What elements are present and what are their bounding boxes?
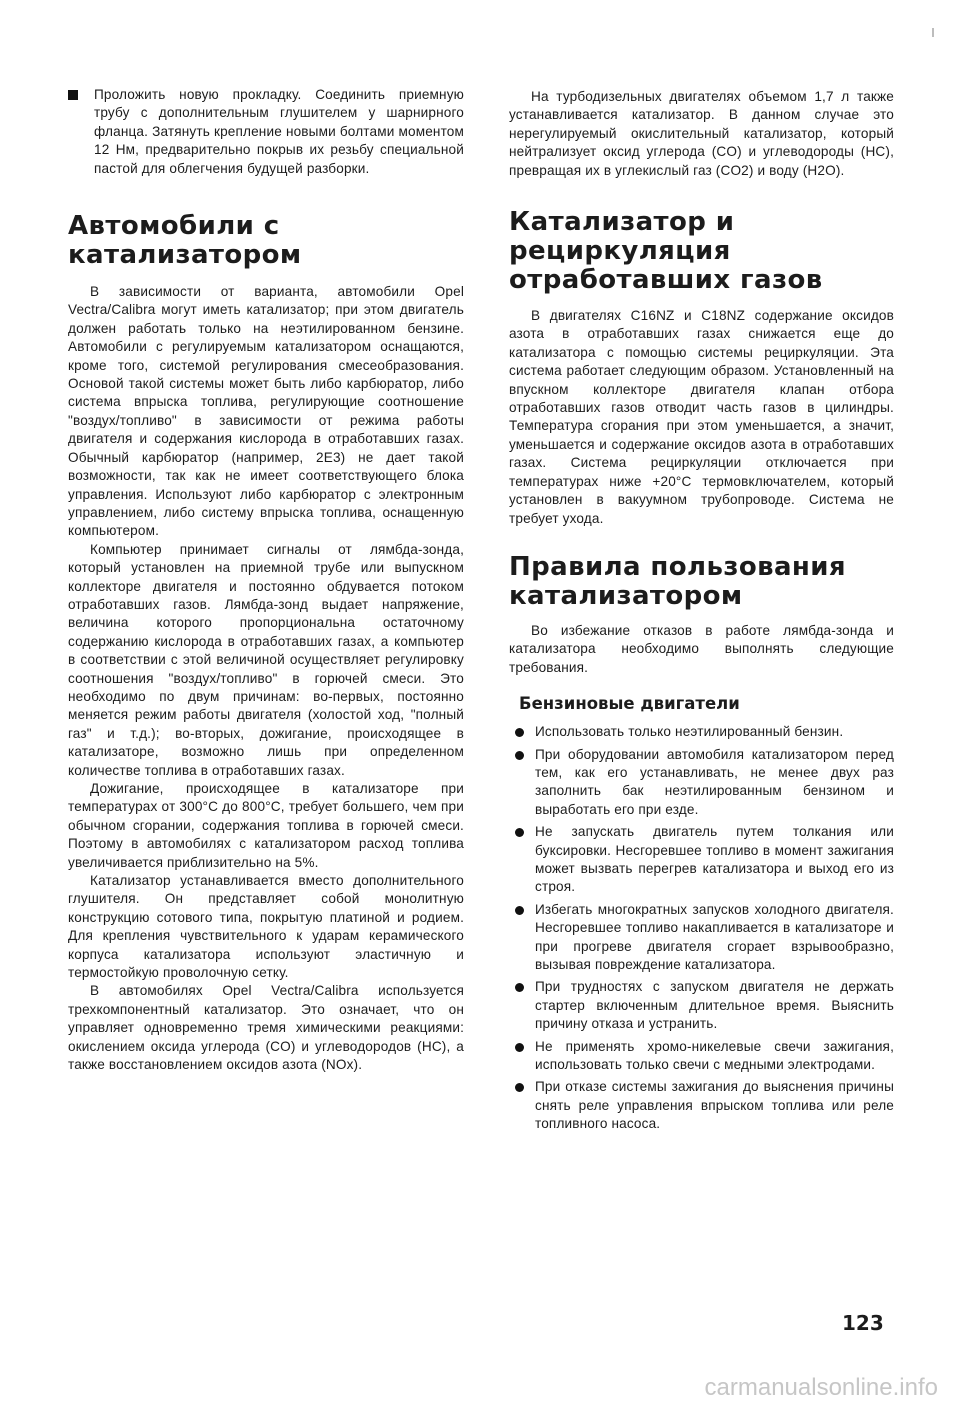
paragraph: Компьютер принимает сигналы от лямбда-зонда, который установлен на приемной трубе или выпускном коллекторе двигателя и постоянно обдувается потоком отработавших газов. Лямбда-зонд выдает напряжение, величина которого пропорциональна остаточному содержанию кислорода в отработавших газах, а компьютер в соответствии с этой величиной осуществляет регулировку соотношения "воздух/топливо" в горючей смеси. Это необходимо по двум причинам: во-первых, постоянно меняется режим работы двигателя (холостой ход, "полный газ" и т.д.); во-вторых, дожигание, происходящее в катализаторе, возможно лишь при определенном количестве топлива в отработавших газах.: [68, 541, 464, 778]
paragraph: В зависимости от варианта, автомобили Opel Vectra/Calibra могут иметь катализатор; при этом двигатель должен работать только на неэтилированном бензине. Автомобили с регулируемым катализатором оснащаются, кроме того, системой регулирования смесеобразования. Основой такой системы может быть либо карбюратор, либо система впрыска топлива, регулирующие соотношение "воздух/топливо" в зависимости от режима работы двигателя и содержания кислорода в отработавших газах. Обычный карбюратор (например, 2E3) не дает такой возможности, так как не имеет соответствующего блока управления. Используют либо карбюратор с электронным управлением, либо систему впрыска топлива, оснащенную компьютером.: [68, 284, 464, 539]
list-item: Не запускать двигатель путем толкания или буксировки. Несгоревшее топливо в момент зажигания может вызвать перегрев катализатора и выход его из строя.: [509, 823, 894, 897]
paragraph: Дожигание, происходящее в катализаторе при температурах от 300°C до 800°C, требует большего, чем при обычном сгорании, содержания топлива в горючей смеси. Поэтому в автомобилях с катализатором расход топлива увеличивается приблизительно на 5%.: [68, 781, 464, 870]
paragraph: В автомобилях Opel Vectra/Calibra используется трехкомпонентный катализатор. Это означает, что он управляет одновременно тремя химическими реакциями: окислением оксида углерода (CO) и углеводородов (HC), а также восстановлением оксидов азота (NOx).: [68, 983, 464, 1073]
paragraph: Во избежание отказов в работе лямбда-зонда и катализатора необходимо выполнять следующие требования.: [509, 622, 894, 675]
right-column: [509, 88, 894, 1134]
list-item: Избегать многократных запусков холодного двигателя. Несгоревшее топливо накапливается в катализаторе и при прогреве двигателя сгорает взрывообразно, вызывая повреждение катализатора.: [509, 901, 894, 975]
list-item: Не применять хромо-никелевые свечи зажигания, использовать только свечи с медными электродами.: [509, 1038, 894, 1075]
paragraph: В двигателях C16NZ и C18NZ содержание оксидов азота в отработавших газах снижается еще до катализатора с помощью системы рециркуляции. Эта система работает следующим образом. Установленный на впускном коллекторе двигателя клапан отбора отработавших газов отводит часть газов в цилиндры. Температура сгорания при этом уменьшается, а значит, уменьшается и содержание оксидов азота в отработавших газах. Система рециркуляции отключается при температурах ниже +20°C термовключателем, который установлен в вакуумном трубопроводе. Система не требует ухода.: [509, 308, 894, 526]
watermark: carmanualsonline.info: [704, 1374, 938, 1401]
list-item: Использовать только неэтилированный бензин.: [509, 723, 894, 741]
list-item: При трудностях с запуском двигателя не держать стартер включенным длительное время. Выяснить причину отказа и устранить.: [509, 978, 894, 1033]
paragraph: На турбодизельных двигателях объемом 1,7 л также устанавливается катализатор. В данном случае это нерегулируемый окислительный катализатор, который нейтрализует оксид углерода (CO) и углеводороды (HC), превращая их в углекислый газ (CO2) и воду (H2O).: [509, 89, 894, 178]
page-number: 123: [842, 1311, 884, 1335]
section-heading-catalyst-cars: Автомобили с катализатором: [68, 211, 302, 271]
scan-mark: [932, 28, 934, 37]
bullet-paragraph: Проложить новую прокладку. Соединить приемную трубу с дополнительным глушителем у шарнирного фланца. Затянуть крепление новыми болтами моментом 12 Нм, предварительно покрыв их резьбу специальной пастой для облегчения будущей разборки.: [68, 86, 464, 178]
paragraph: Катализатор устанавливается вместо дополнительного глушителя. Он представляет собой монолитную конструкцию сотового типа, покрытую платиной и родием. Для крепления чувствительного к ударам керамического корпуса катализатора используют эластичную и термостойкую проволочную сетку.: [68, 873, 464, 981]
list-item: При отказе системы зажигания до выяснения причины снять реле управления впрыском топлива или реле топливного насоса.: [509, 1078, 894, 1133]
left-column: [68, 86, 464, 1075]
subheading-petrol-engines: Бензиновые двигатели: [519, 694, 740, 714]
section-heading-rules: Правила пользования катализатором: [509, 551, 846, 611]
requirements-list: [509, 723, 894, 1134]
section-heading-egr: Катализатор и рециркуляция отработавших газов: [509, 207, 823, 296]
list-item: При оборудовании автомобиля катализатором перед тем, как его устанавливать, не менее двух раз заполнить бак неэтилированным бензином и выработать его при езде.: [509, 746, 894, 820]
